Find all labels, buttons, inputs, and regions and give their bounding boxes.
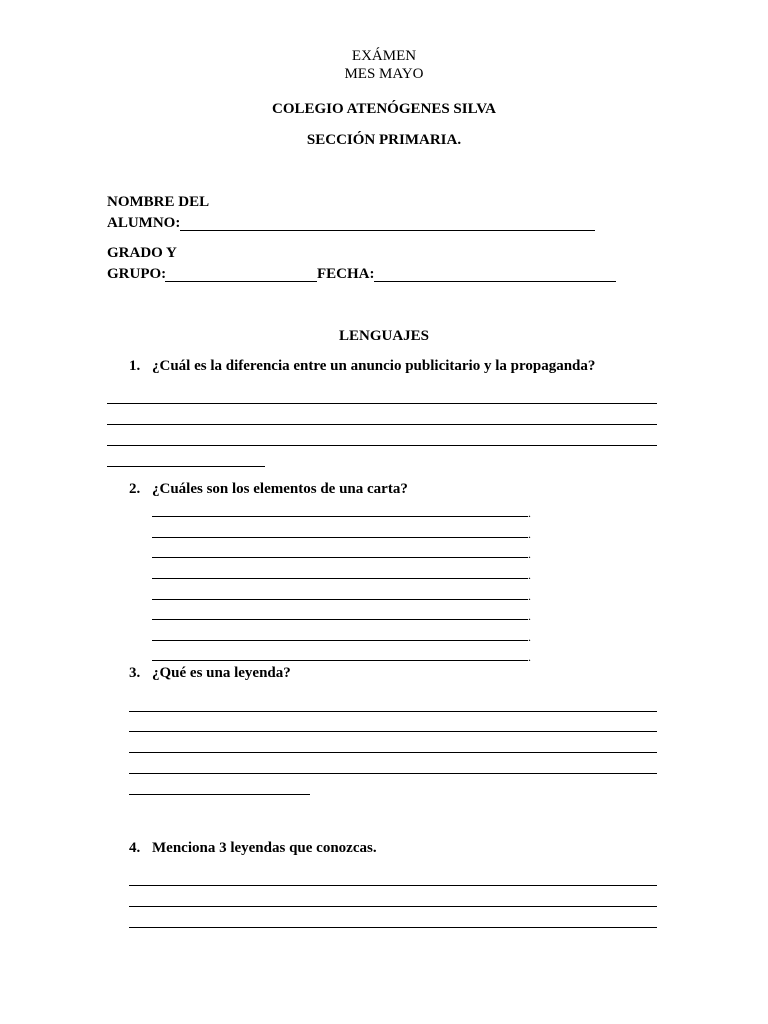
question-3-text: ¿Qué es una leyenda? <box>152 665 291 681</box>
answer-line[interactable] <box>129 906 657 907</box>
answer-line[interactable] <box>107 445 657 446</box>
grade-answer-line[interactable] <box>165 281 317 282</box>
name-label-line1: NOMBRE DEL <box>107 194 210 210</box>
question-2-number: 2. <box>129 481 141 497</box>
name-label-line2: ALUMNO: <box>107 215 181 231</box>
grade-label-line1: GRADO Y <box>107 245 177 261</box>
line-dot: . <box>528 568 531 582</box>
answer-line[interactable] <box>152 578 528 579</box>
answer-line[interactable] <box>152 557 528 558</box>
question-2-text: ¿Cuáles son los elementos de una carta? <box>152 481 408 497</box>
line-dot: . <box>528 630 531 644</box>
answer-line[interactable] <box>129 773 657 774</box>
answer-line[interactable] <box>152 640 528 641</box>
answer-line[interactable] <box>129 927 657 928</box>
question-1-text: ¿Cuál es la diferencia entre un anuncio publicitario y la propaganda? <box>152 358 596 374</box>
question-4-text: Menciona 3 leyendas que conozcas. <box>152 840 377 856</box>
line-dot: . <box>528 527 531 541</box>
exam-month: MES MAYO <box>344 66 424 82</box>
exam-title: EXÁMEN <box>351 48 417 64</box>
answer-line[interactable] <box>129 711 657 712</box>
line-dot: . <box>528 650 531 664</box>
answer-line[interactable] <box>152 660 528 661</box>
answer-line[interactable] <box>152 599 528 600</box>
answer-line[interactable] <box>152 619 528 620</box>
school-name: COLEGIO ATENÓGENES SILVA <box>272 101 496 117</box>
school-section: SECCIÓN PRIMARIA. <box>306 132 462 148</box>
name-answer-line[interactable] <box>180 230 595 231</box>
grade-label-line2: GRUPO: <box>107 266 167 282</box>
answer-line[interactable] <box>129 752 657 753</box>
answer-line[interactable] <box>107 466 265 467</box>
line-dot: . <box>528 506 531 520</box>
question-4-number: 4. <box>129 840 141 856</box>
answer-line[interactable] <box>152 537 528 538</box>
line-dot: . <box>528 547 531 561</box>
subject-title: LENGUAJES <box>338 328 430 344</box>
answer-line[interactable] <box>107 424 657 425</box>
answer-line[interactable] <box>107 403 657 404</box>
answer-line[interactable] <box>129 731 657 732</box>
line-dot: . <box>528 589 531 603</box>
answer-line[interactable] <box>129 794 310 795</box>
answer-line[interactable] <box>152 516 528 517</box>
question-3-number: 3. <box>129 665 141 681</box>
answer-line[interactable] <box>129 885 657 886</box>
question-1-number: 1. <box>129 358 141 374</box>
line-dot: . <box>528 609 531 623</box>
date-answer-line[interactable] <box>374 281 616 282</box>
date-label: FECHA: <box>317 266 375 282</box>
